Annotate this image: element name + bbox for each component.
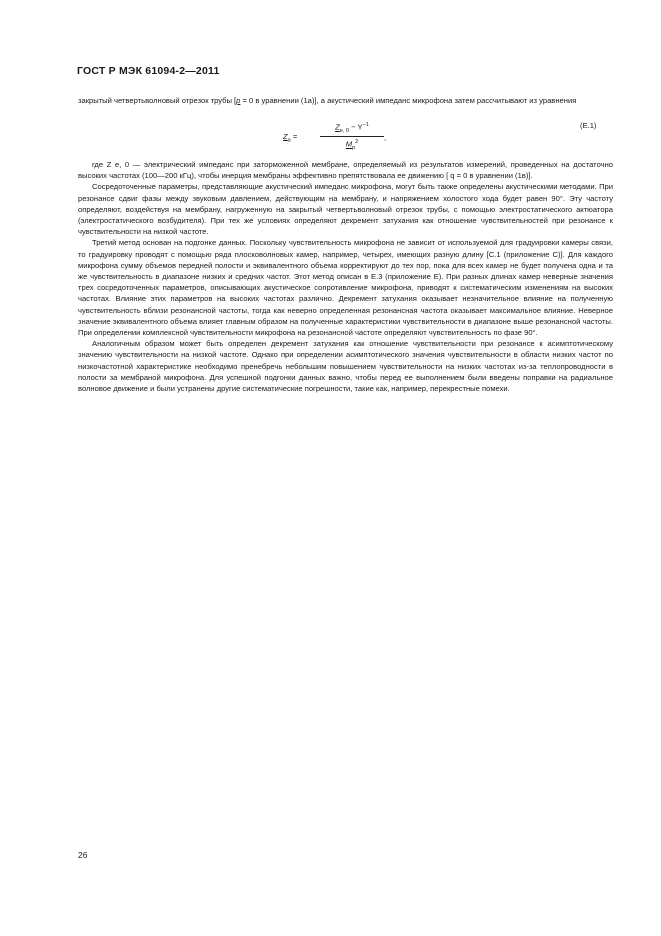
document-header: ГОСТ Р МЭК 61094-2—2011 [77, 65, 220, 77]
page-number: 26 [78, 850, 88, 860]
intro-text-end: = 0 в уравнении (1a)], а акустический импеданс микрофона затем рассчитывают из уравнения [240, 96, 577, 105]
fraction-bar [320, 136, 384, 137]
p-symbol: p [236, 96, 241, 105]
equation-e1: $Z_a$ = $Z_{e, 0} - Y^{-1}$ $M_p^2$ , [283, 122, 387, 152]
main-text [78, 159, 613, 394]
equation-numerator: $Z_{e, 0} - Y^{-1}$ [335, 122, 369, 135]
paragraph-where: где Z e, 0 — электрический импеданс при заторможенной мембране, определяемый из результатов измерений, проведенных на достаточно высоких частотах (100—200 кГц), чтобы инерция мембраны эффективно препятствовала ее движению [ q = 0 в уравнении (1в)]. [78, 160, 613, 181]
equation-number: (E.1) [580, 121, 597, 130]
equation-fraction [320, 122, 384, 151]
equation-denominator: $M_p^2$ [345, 139, 359, 152]
paragraph-lumped-parameters: Сосредоточенные параметры, представляющие акустический импеданс микрофона, могут быть также определены акустическими методами. При резонансе сдвиг фазы между звуковым давлением, действующим на мембрану, и напряжением холостого хода будет равен 90°. Эту частоту определяют, воздействуя на мембрану, нагруженную на закрытый четвертьволновый отрезок трубы, с помощью электростатического актюатора (электростатического возбудителя). При тех же условиях определяют декремент затухания как отношение чувствительностей при резонансе к чувствительности на низкой частоте. [78, 182, 613, 237]
equation-lhs: $Z_a$ = [283, 132, 298, 144]
paragraph-damping-decrement: Аналогичным образом может быть определен декремент затухания как отношение чувствительности при резонансе к асимптотическому значению чувствительности на низкой частоте. Однако при определении асимптотического значения чувствительности в области низких частот по низкочастотной характеристике необходимо пренебречь небольшим повышением чувствительности на низких частотах из-за теплопроводности в полости за мембраной микрофона. Для успешной подгонки данных важно, чтобы перед ее выполнением были введены поправки на радиальное волновое движение и были устранены другие систематические погрешности, такие как, например, перекрестные помехи. [78, 339, 613, 394]
intro-paragraph [78, 95, 613, 106]
intro-text-start: закрытый четвертьволновый отрезок трубы [ [78, 96, 237, 105]
paragraph-data-fitting: Третий метод основан на подгонке данных. Поскольку чувствительность микрофона не зависит от используемой для градуировки камеры связи, то градуировку проводят с помощью ряда плосковолновых камер, например, четырех, имеющих разную длину [С.1 (приложение С)]. Для каждого микрофона сумму объемов передней полости и эквивалентного объема корректируют до тех пор, пока для всех камер не будет получена одна и та же чувствительность в диапазоне низких и средних частот. Этот метод описан в Е.3 (приложение Е). При разных длинах камер неверные значения трех сосредоточенных параметров, описывающих акустическое сопротивление микрофона, приводят к систематическим изменениям на высоких частотах. Влияние этих параметров на высоких частотах различно. Декремент затухания оказывает незначительное влияние на полученную чувствительность вблизи резонансной частоты, тогда как неверно определенная резонансная частота оказывает максимальное влияние. Неверное значение эквивалентного объема влияет главным образом на полученные характеристики чувствительности в диапазоне выше резонансной частоты. При определении комплексной чувствительности микрофона на резонансной частоте определяют чувствительность по фазе 90°. [78, 238, 613, 338]
